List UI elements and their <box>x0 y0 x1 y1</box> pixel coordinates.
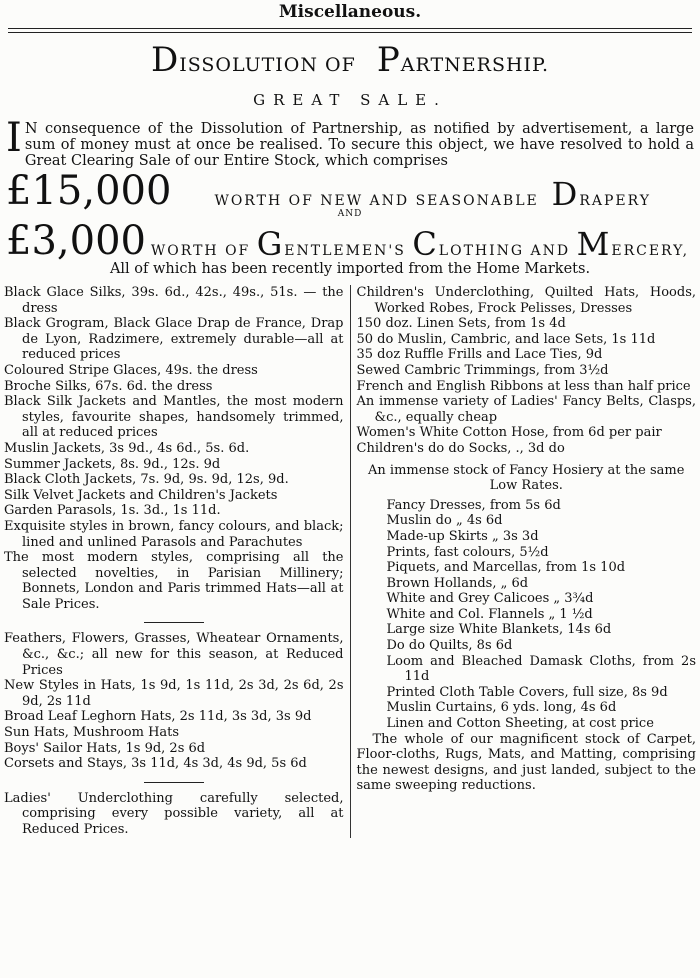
drapery-rest: RAPERY <box>579 193 651 209</box>
list-item: Printed Cloth Table Covers, full size, 8s 9d <box>386 684 668 700</box>
list-item: Ladies' Underclothing carefully selected, comprising every possible variety, all at Reduced Prices. <box>4 790 344 837</box>
offer-line-2 <box>6 218 694 264</box>
right-group-2 <box>357 498 697 732</box>
offer-line-2-prefix: WORTH OF <box>150 243 251 259</box>
list-item: Sun Hats, Mushroom Hats <box>4 725 180 741</box>
mercery-initial: M <box>576 225 612 263</box>
drapery-initial: D <box>551 175 580 213</box>
imported-note: All of which has been recently imported from the Home Markets. <box>109 261 591 277</box>
list-item: Sewed Cambric Trimmings, from 3½d <box>356 362 609 378</box>
left-group-3 <box>4 791 344 838</box>
right-column <box>351 285 697 838</box>
list-item: French and English Ribbons at less than half price <box>356 378 691 394</box>
section-heading: Miscellaneous. <box>278 2 422 22</box>
list-item: White and Col. Flannels „ 1 ½d <box>386 606 593 622</box>
list-item: Black Glace Silks, 39s. 6d., 42s., 49s., 51s. — the dress <box>4 285 344 316</box>
list-item: Muslin Jackets, 3s 9d., 4s 6d., 5s. 6d. <box>4 440 250 456</box>
great-sale-heading: GREAT SALE. <box>253 91 447 109</box>
closing-note: The whole of our magnificent stock of Carpet, Floor-cloths, Rugs, Mats, and Matting, comprising the newest designs, and just landed, subject to the same sweeping reductions. <box>356 731 696 794</box>
list-item: The most modern styles, comprising all the selected novelties, in Parisian Millinery; Bonnets, London and Paris trimmed Hats—all at Sale Prices. <box>4 550 344 612</box>
left-column <box>4 285 351 838</box>
offer-line-1-words: WORTH OF NEW AND SEASONABLE <box>214 193 539 209</box>
title-partnership: ARTNERSHIP. <box>400 54 550 76</box>
list-item: 50 do Muslin, Cambric, and lace Sets, 1s 11d <box>356 331 656 347</box>
intro-paragraph <box>6 115 694 169</box>
list-item: Prints, fast colours, 5½d <box>386 544 549 560</box>
offer-line-2-text <box>146 225 694 263</box>
offer-line-1 <box>6 168 694 214</box>
clothing-rest: LOTHING AND <box>438 243 571 259</box>
list-item: Black Grogram, Black Glace Drap de France, Drap de Lyon, Radzimere, extremely durable—all at reduced prices <box>4 316 344 363</box>
list-item: Linen and Cotton Sheeting, at cost price <box>386 716 654 732</box>
hosiery-note: An immense stock of Fancy Hosiery at the same Low Rates. <box>368 462 685 494</box>
list-item: Fancy Dresses, from 5s 6d <box>386 497 561 513</box>
list-item: Muslin Curtains, 6 yds. long, 4s 6d <box>386 700 617 716</box>
list-item: Brown Hollands, „ 6d <box>386 575 529 591</box>
gentlemens-initial: G <box>256 225 285 263</box>
left-group-1 <box>4 285 344 612</box>
intro-dropcap: I <box>6 115 22 161</box>
column-divider <box>144 782 204 783</box>
list-item: Exquisite styles in brown, fancy colours, and black; lined and unlined Parasols and Parachutes <box>4 518 344 550</box>
gentlemens-rest: ENTLEMEN'S <box>284 243 406 259</box>
top-rule <box>8 28 692 29</box>
list-item: Summer Jackets, 8s. 9d., 12s. 9d <box>4 456 221 472</box>
list-item: Women's White Cotton Hose, from 6d per pair <box>356 425 662 441</box>
title-drop-initial-p: P <box>376 40 401 80</box>
column-divider <box>144 622 204 623</box>
list-item: Muslin do „ 4s 6d <box>386 513 503 529</box>
list-item: Black Silk Jackets and Mantles, the most modern styles, favourite shapes, handsomely trimmed, all at reduced prices <box>4 394 344 441</box>
list-item: Silk Velvet Jackets and Children's Jackets <box>4 487 278 503</box>
list-item: Black Cloth Jackets, 7s. 9d, 9s. 9d, 12s, 9d. <box>4 472 289 488</box>
item-columns <box>4 285 696 838</box>
price-15000: £15,000 <box>6 168 172 214</box>
list-item: Children's do do Socks, ., 3d do <box>356 440 565 456</box>
list-item: Coloured Stripe Glaces, 49s. the dress <box>4 362 258 378</box>
list-item: White and Grey Calicoes „ 3¾d <box>386 591 594 607</box>
list-item: Garden Parasols, 1s. 3d., 1s 11d. <box>4 503 221 519</box>
offer-line-1-text <box>171 175 694 213</box>
intro-text: N consequence of the Dissolution of Partnership, as notified by advertisement, a large sum of money must at once be realised. To secure this object, we have resolved to hold a Great Clearing Sale of our Entire Stock, which comprises <box>24 121 694 169</box>
list-item: Piquets, and Marcellas, from 1s 10d <box>386 560 626 576</box>
list-item: New Styles in Hats, 1s 9d, 1s 11d, 2s 3d, 2s 6d, 2s 9d, 2s 11d <box>4 678 344 709</box>
list-item: Children's Underclothing, Quilted Hats, Hoods, Worked Robes, Frock Pelisses, Dresses <box>356 285 696 316</box>
right-group-1 <box>357 285 697 457</box>
list-item: Large size White Blankets, 14s 6d <box>386 622 612 638</box>
list-item: Loom and Bleached Damask Cloths, from 2s 11d <box>386 653 696 685</box>
top-rule-double <box>8 32 692 33</box>
list-item: 35 doz Ruffle Frills and Lace Ties, 9d <box>356 347 603 363</box>
mercery-rest: ERCERY, <box>611 243 690 259</box>
list-item: Broad Leaf Leghorn Hats, 2s 11d, 3s 3d, 3s 9d <box>4 709 312 725</box>
and-word: AND <box>337 209 363 219</box>
title-drop-initial-d: D <box>150 40 180 80</box>
advert-title <box>0 40 700 83</box>
title-dissolution: ISSOLUTION OF <box>179 54 356 76</box>
list-item: Corsets and Stays, 3s 11d, 4s 3d, 4s 9d, 5s 6d <box>4 756 307 772</box>
list-item: 150 doz. Linen Sets, from 1s 4d <box>356 316 566 332</box>
list-item: Broche Silks, 67s. 6d. the dress <box>4 378 213 394</box>
list-item: Made-up Skirts „ 3s 3d <box>386 528 539 544</box>
left-group-2 <box>4 631 344 771</box>
list-item: Do do Quilts, 8s 6d <box>386 638 513 654</box>
clothing-initial: C <box>412 225 439 263</box>
price-3000: £3,000 <box>6 218 146 264</box>
list-item: Boys' Sailor Hats, 1s 9d, 2s 6d <box>4 740 206 756</box>
list-item: An immense variety of Ladies' Fancy Belts, Clasps, &c., equally cheap <box>356 394 696 425</box>
list-item: Feathers, Flowers, Grasses, Wheatear Ornaments, &c., &c.; all new for this season, at Reduced Prices <box>4 631 344 678</box>
